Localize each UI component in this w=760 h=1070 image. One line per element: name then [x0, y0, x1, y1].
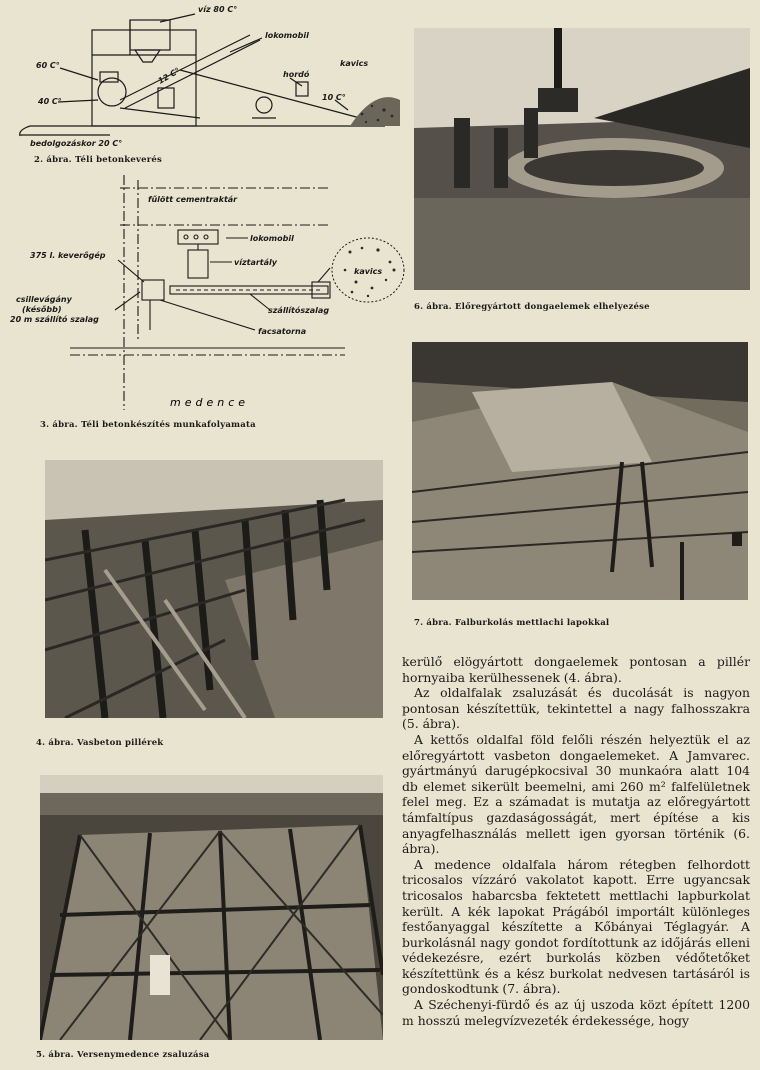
- paragraph-4: A medence oldalfala három rétegben felhordott tricosalos vízzáró vakolatot kapott. Erre ugyancsak tricosalos habarcsba fektetett mettlachi lapburkolat került. A kék lapokat Prágából importált különleges festőanyaggal készítette a Kőbányai Téglagyár. A burkolásnál nagy gondot fordítottunk az időjárás elleni védekezésre, ezért burkolás közben védőtetőket készítettünk és a kész burkolat nedvesen tartásáról is gondoskodtunk (7. ábra).: [402, 856, 750, 997]
- label-lokomobil: lokomobil: [250, 234, 294, 243]
- label-kavics: kavics: [340, 59, 369, 68]
- winter-concrete-workflow-diagram: [0, 170, 400, 420]
- article-body: [402, 654, 750, 1028]
- paragraph-2: Az oldalfalak zsaluzását és ducolását is nagyon pontosan készítettük, tekintettel a nagy falhosszakra (5. ábra).: [402, 685, 750, 732]
- label-medence: medence: [170, 396, 250, 409]
- caption-fig4: 4. ábra. Vasbeton pillérek: [36, 738, 164, 748]
- photo-competition-pool-formwork: [40, 775, 383, 1040]
- paragraph-3: A kettős oldalfal föld felőli részén helyeztük el az előregyártott vasbeton dongaelemeket. A Jamvarec. gyártmányú darugépkocsival 30 munkaóra alatt 104 db elemet sikerült beemelni, ami 260 m² falfelületnek felel meg. Ez a számadat is mutatja az előregyártott támfaltípus gazdaságosságát, mert építése a kis anyagfelhasználás mellett igen gyorsan történik (6. ábra).: [402, 731, 750, 857]
- label-viz: víz 80 C°: [198, 5, 238, 14]
- label-lokomobil: lokomobil: [265, 31, 309, 40]
- caption-fig2: 2. ábra. Téli betonkeverés: [34, 155, 163, 165]
- caption-fig7: 7. ábra. Falburkolás mettlachi lapokkal: [414, 618, 610, 628]
- winter-concrete-mixing-diagram: [0, 0, 400, 170]
- label-szallito-szalag-20m: 20 m szállító szalag: [10, 315, 99, 324]
- label-facsatorna: facsatorna: [258, 327, 307, 336]
- label-kavics: kavics: [354, 267, 383, 276]
- label-bedolgozaskor: bedolgozáskor 20 C°: [30, 139, 123, 148]
- caption-fig3: 3. ábra. Téli betonkészítés munkafolyamata: [40, 420, 256, 430]
- label-kesobb: (később): [22, 305, 62, 314]
- label-szallitoszalag: szállítószalag: [268, 306, 330, 315]
- paragraph-5: A Széchenyi-fürdő és az új uszoda közt épített 1200 m hosszú melegvízvezeték érdekessége, hogy: [402, 997, 750, 1028]
- paragraph-1: kerülő elögyártott dongaelemek pontosan a pillér hornyaiba kerülhessenek (4. ábra).: [402, 654, 750, 685]
- label-40c: 40 C°: [38, 97, 62, 106]
- photo-wall-cladding-tiles: [412, 342, 748, 600]
- label-csillevagany: csillevágány: [16, 295, 72, 304]
- photo-reinforced-concrete-pillars: [45, 460, 383, 718]
- label-10c: 10 C°: [322, 93, 346, 102]
- label-12c: 12 C°: [156, 66, 182, 86]
- label-viztartaly: víztartály: [234, 258, 277, 267]
- photo-precast-vault-elements: [414, 28, 750, 290]
- caption-fig6: 6. ábra. Előregyártott dongaelemek elhelyezése: [414, 302, 650, 312]
- caption-fig5: 5. ábra. Versenymedence zsaluzása: [36, 1050, 210, 1060]
- label-fuldott-cementraktar: fűlött cementraktár: [148, 195, 238, 204]
- label-hordo: hordó: [283, 70, 310, 79]
- label-60c: 60 C°: [36, 61, 60, 70]
- label-keverogep: 375 l. keverőgép: [30, 251, 106, 260]
